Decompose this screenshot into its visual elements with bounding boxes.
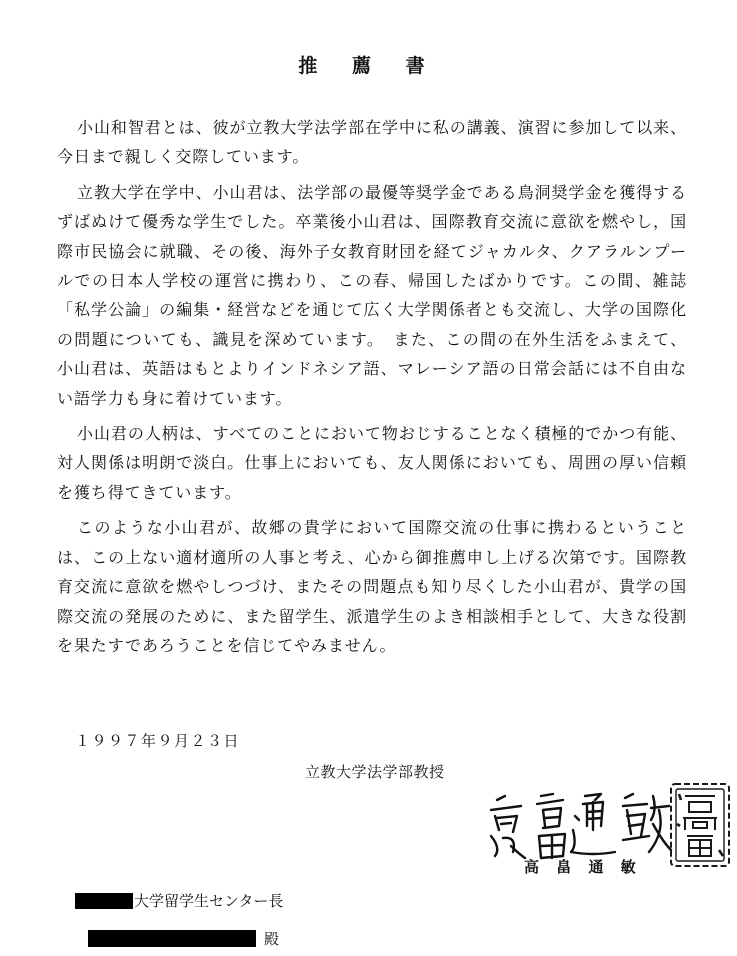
paragraph-4: このような小山君が、故郷の貴学において国際交流の仕事に携わるということは、この上ない適材適所の人事と考え、心から御推薦申し上げる次第です。国際教育交流に意欲を燃やしつづけ、またその問題点も知り尽くした小山君が、貴学の国際交流の発展のために、また留学生、派遣学生のよき相談相手として、大きな役割を果たすであろうことを信じてやみません。 <box>57 518 687 655</box>
paragraph-2: 立教大学在学中、小山君は、法学部の最優等奨学金である鳥洞奨学金を獲得するずばぬけて優秀な学生でした。卒業後小山君は、国際教育交流に意欲を燃やし，国際市民協会に就職、その後、海外子女教育財団を経てジャカルタ、クアラルンプールでの日本人学校の運営に携わり、この春、帰国したばかりです。この間、雑誌「私学公論」の編集・経営などを通じて広く大学関係者とも交流し、大学の国際化の問題についても、識見を深めています。 また、この間の在外生活をふまえて、小山君は、英語はもとよりインドネシア語、マレーシア語の日常会話には不自由ない語学力も身に着けています。 <box>57 182 687 408</box>
letter-body <box>57 113 687 666</box>
letter-date: １９９７年９月２３日 <box>75 732 241 750</box>
addressee-line <box>75 890 283 911</box>
honorific-line <box>88 928 279 949</box>
redaction-bar <box>88 930 256 947</box>
signer-affiliation: 立教大学法学部教授 <box>305 763 445 781</box>
honorific: 殿 <box>264 930 280 948</box>
handwritten-signature <box>483 786 673 862</box>
addressee-title: 大学留学生センター長 <box>134 892 284 910</box>
signer-name: 高 畠 通 敏 <box>524 858 642 876</box>
paragraph-3: 小山君の人柄は、すべてのことにおいて物おじすることなく積極的でかつ有能、対人関係は明朗で淡白。仕事上においても、友人関係においても、周囲の厚い信頼を獲ち得てきています。 <box>57 424 687 502</box>
redaction-bar <box>75 893 133 909</box>
name-seal-stamp <box>667 780 733 870</box>
document-title: 推 薦 書 <box>298 55 439 77</box>
paragraph-1: 小山和智君とは、彼が立教大学法学部在学中に私の講義、演習に参加して以来、今日まで親しく交際しています。 <box>57 118 687 167</box>
